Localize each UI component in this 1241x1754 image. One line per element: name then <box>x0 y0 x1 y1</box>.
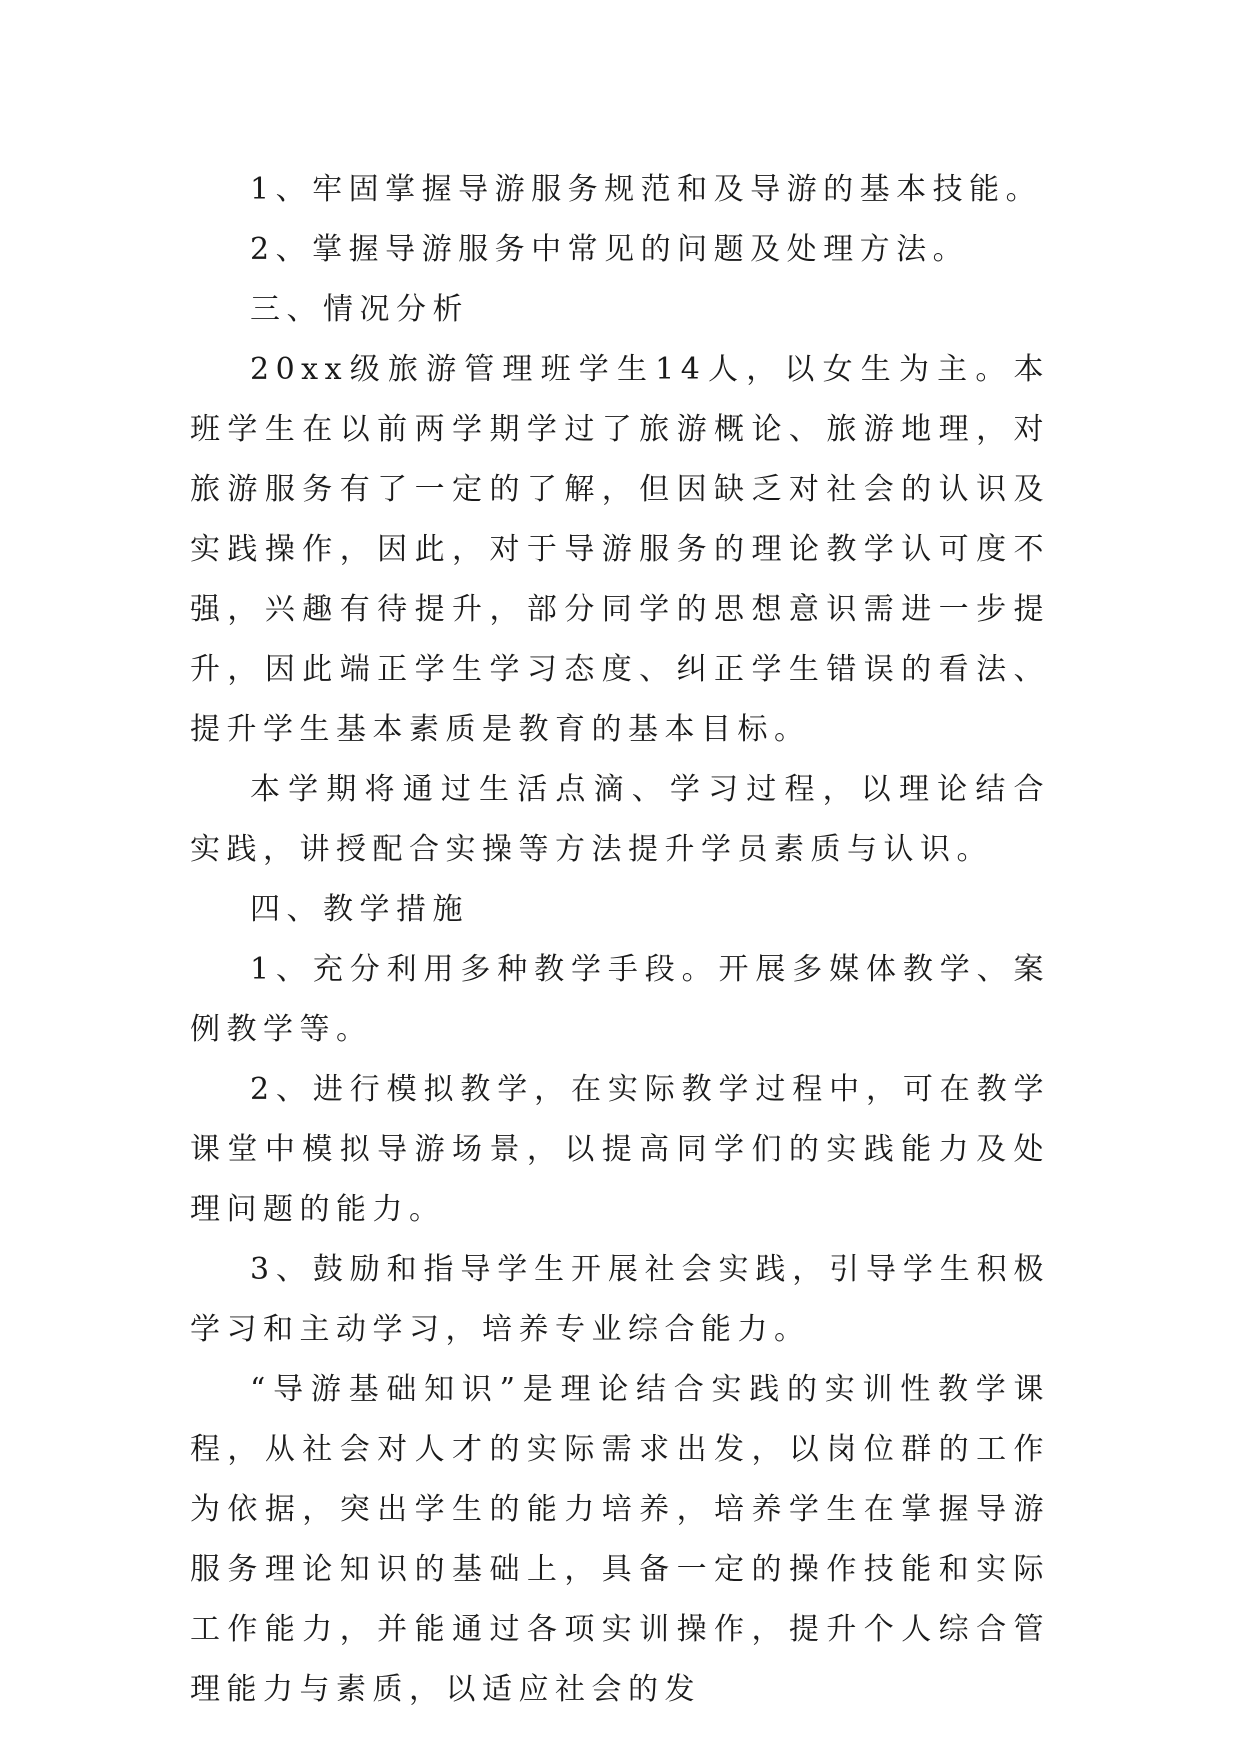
paragraph-measure-2: 2、进行模拟教学，在实际教学过程中，可在教学课堂中模拟导游场景，以提高同学们的实践能力及处理问题的能力。 <box>190 1072 1050 1227</box>
paragraph-measure-3: 3、鼓励和指导学生开展社会实践，引导学生积极学习和主动学习，培养专业综合能力。 <box>190 1252 1050 1347</box>
paragraph-course-description: “导游基础知识”是理论结合实践的实训性教学课程，从社会对人才的实际需求出发，以岗位群的工作为依据，突出学生的能力培养，培养学生在掌握导游服务理论知识的基础上，具备一定的操作技能和实际工作能力，并能通过各项实训操作，提升个人综合管理能力与素质，以适应社会的发 <box>190 1372 1050 1707</box>
paragraph-semester-plan: 本学期将通过生活点滴、学习过程，以理论结合实践，讲授配合实操等方法提升学员素质与认识。 <box>190 772 1050 867</box>
paragraph-class-analysis: 20xx级旅游管理班学生14人，以女生为主。本班学生在以前两学期学过了旅游概论、旅游地理，对旅游服务有了一定的了解，但因缺乏对社会的认识及实践操作，因此，对于导游服务的理论教学认可度不强，兴趣有待提升，部分同学的思想意识需进一步提升，因此端正学生学习态度、纠正学生错误的看法、提升学生基本素质是教育的基本目标。 <box>190 352 1050 747</box>
section-heading-situation-analysis: 三、情况分析 <box>250 292 469 327</box>
paragraph-goal-1: 1、牢固掌握导游服务规范和及导游的基本技能。 <box>250 172 1043 207</box>
paragraph-goal-2: 2、掌握导游服务中常见的问题及处理方法。 <box>250 232 970 267</box>
section-heading-teaching-measures: 四、教学措施 <box>250 892 469 927</box>
document-body <box>190 160 1050 1720</box>
paragraph-measure-1: 1、充分利用多种教学手段。开展多媒体教学、案例教学等。 <box>190 952 1050 1047</box>
